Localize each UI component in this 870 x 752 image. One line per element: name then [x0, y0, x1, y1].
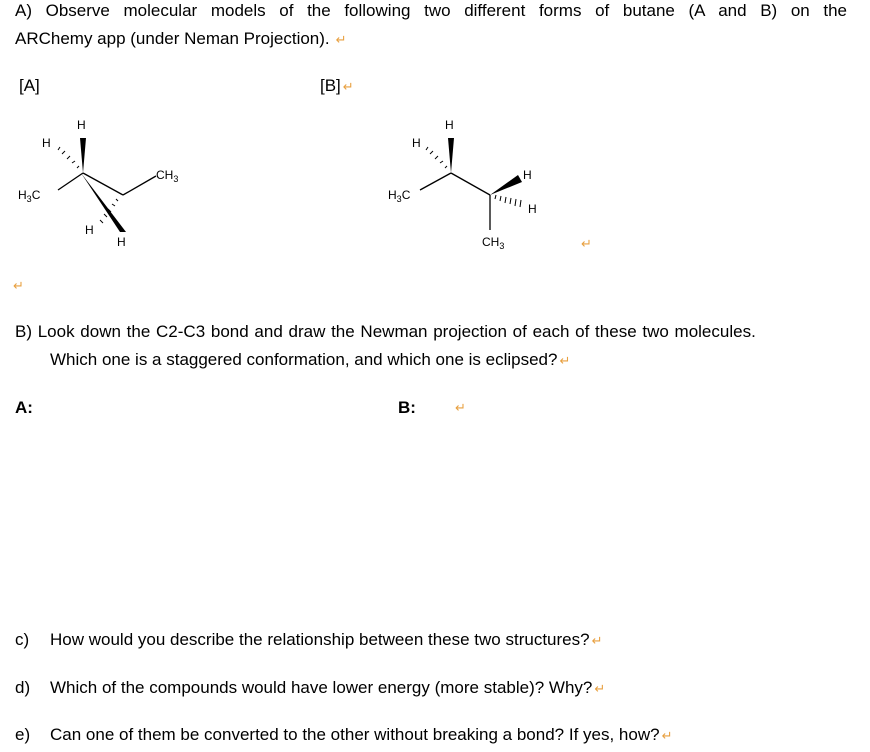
answer-a-area[interactable] — [15, 425, 395, 615]
return-mark-icon: ↵ — [594, 681, 606, 696]
bond — [123, 176, 156, 195]
answer-b-label: B: — [398, 398, 416, 417]
subscript: 3 — [396, 194, 402, 204]
atom-h3c — [388, 189, 410, 205]
molecule-b — [420, 138, 522, 230]
bond — [451, 173, 490, 195]
subscript: 3 — [499, 241, 505, 251]
question-e — [15, 725, 673, 745]
part-a-line1: A) Observe molecular models of the following two different forms of butane (A and B) on the — [15, 1, 847, 20]
subscript: 3 — [26, 194, 32, 204]
wedge-bond — [448, 138, 454, 173]
atom-h: H — [528, 202, 537, 216]
hash-bond — [495, 195, 521, 207]
label-b-text: [B] — [320, 76, 341, 95]
subscript: 3 — [173, 174, 179, 184]
wedge-bond — [80, 138, 86, 173]
molecule-drawings — [0, 0, 870, 300]
atom-ch3 — [482, 236, 504, 252]
part-b-line2 — [50, 350, 570, 371]
label-a: [A] — [19, 76, 40, 95]
question-e-text: Can one of them be converted to the other without breaking a bond? If yes, how? — [50, 725, 660, 744]
wedge-bond — [490, 175, 522, 195]
question-marker: d) — [15, 678, 31, 697]
return-mark-icon: ↵ — [342, 79, 354, 94]
question-c-text: How would you describe the relationship between these two structures? — [50, 630, 590, 649]
hash-bond — [426, 147, 447, 168]
return-mark-icon: ↵ — [591, 633, 603, 648]
question-marker: c) — [15, 630, 30, 649]
part-b-line1: B) Look down the C2-C3 bond and draw the Newman projection of each of these two molecules. — [15, 322, 756, 341]
question-text — [50, 725, 672, 746]
question-d — [15, 678, 606, 698]
question-text — [50, 678, 605, 699]
atom-h: H — [85, 223, 94, 237]
atom-h: H — [412, 136, 421, 150]
return-mark-icon: ↵ — [13, 278, 24, 293]
part-b-line2-text: Which one is a staggered conformation, and which one is eclipsed? — [50, 350, 558, 369]
bond — [58, 173, 83, 190]
atom-ch-text: CH — [482, 235, 500, 249]
molecule-a — [58, 138, 156, 232]
question-c — [15, 630, 603, 650]
return-mark-icon: ↵ — [455, 400, 466, 415]
atom-c-text: C — [31, 188, 41, 202]
part-a-line2-text: ARChemy app (under Neman Projection). — [15, 29, 330, 48]
atom-h-text: H — [388, 188, 397, 202]
atom-h: H — [117, 235, 126, 249]
answer-a-label: A: — [15, 398, 33, 417]
atom-h: H — [445, 118, 454, 132]
atom-h: H — [42, 136, 51, 150]
question-text — [50, 630, 602, 651]
hash-bond — [58, 147, 79, 168]
question-marker: e) — [15, 725, 31, 744]
bond — [420, 173, 451, 190]
atom-ch-text: CH — [156, 168, 174, 182]
atom-h: H — [77, 118, 86, 132]
question-d-text: Which of the compounds would have lower energy (more stable)? Why? — [50, 678, 593, 697]
return-mark-icon: ↵ — [335, 32, 347, 47]
answer-b-area[interactable] — [398, 425, 838, 615]
atom-h3c — [18, 189, 40, 205]
return-mark-icon: ↵ — [559, 353, 571, 368]
atom-c-text: C — [401, 188, 411, 202]
atom-h-text: H — [18, 188, 27, 202]
atom-ch3 — [156, 169, 178, 185]
return-mark-icon: ↵ — [581, 236, 592, 251]
return-mark-icon: ↵ — [661, 728, 673, 743]
atom-h: H — [523, 168, 532, 182]
